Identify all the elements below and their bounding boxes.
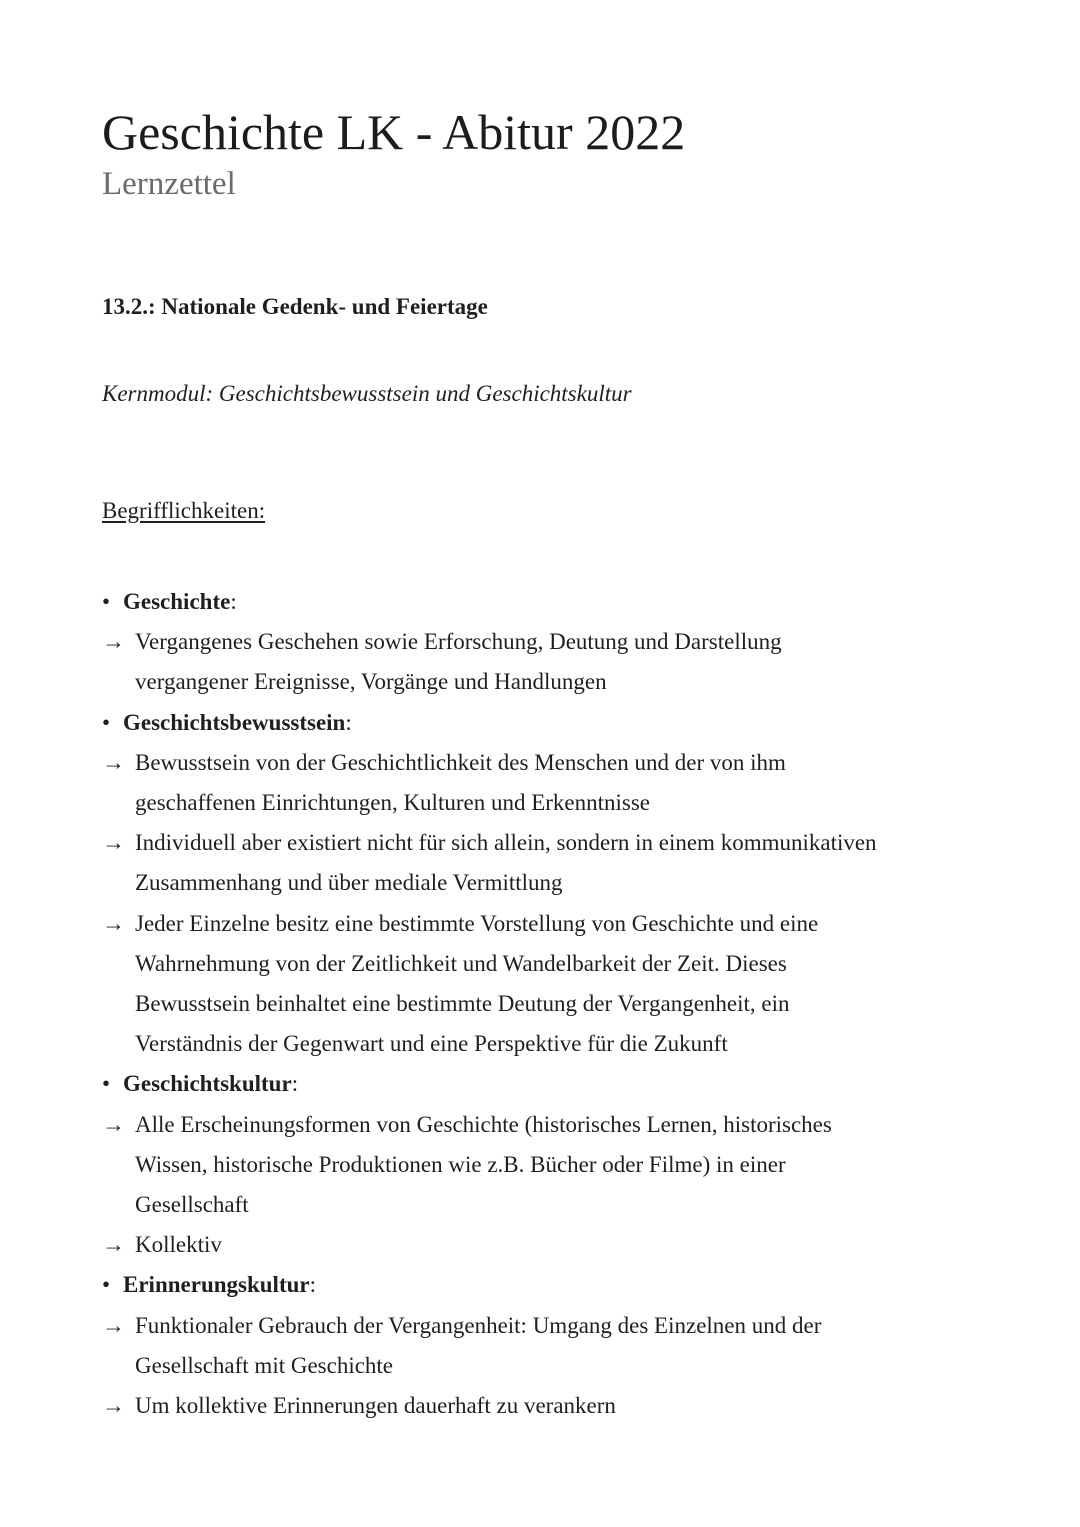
term-point-text: Funktionaler Gebrauch der Vergangenheit: Umgang des Einzelnen und der — [135, 1312, 822, 1338]
term-point-text: Wissen, historische Produktionen wie z.B. Bücher oder Filme) in einer — [135, 1151, 786, 1177]
terms-label: Begrifflichkeiten: — [102, 498, 266, 523]
term-colon: : — [291, 1071, 299, 1097]
term-point-continuation — [102, 944, 1002, 984]
document-title: Geschichte LK - Abitur 2022 — [102, 104, 686, 160]
term-point-continuation — [102, 863, 1002, 903]
term-point-text: Jeder Einzelne besitz eine bestimmte Vorstellung von Geschichte und eine — [135, 910, 819, 936]
term-point-text: Alle Erscheinungsformen von Geschichte (historisches Lernen, historisches — [135, 1111, 832, 1137]
bullet-icon: • — [102, 1272, 111, 1298]
term-point — [102, 1386, 1002, 1426]
term-point — [102, 904, 1002, 944]
term-name: Erinnerungskultur — [123, 1272, 310, 1298]
term-point-continuation — [102, 783, 1002, 823]
term-name: Geschichte — [123, 589, 231, 614]
term-point-continuation — [102, 1024, 1002, 1064]
section-heading: 13.2.: Nationale Gedenk- und Feiertage — [102, 294, 488, 319]
term-point-text: Um kollektive Erinnerungen dauerhaft zu verankern — [135, 1393, 616, 1419]
term-item — [102, 1064, 1002, 1104]
term-point — [102, 1225, 1002, 1265]
bullet-icon: • — [102, 709, 111, 735]
term-point-text: Zusammenhang und über mediale Vermittlung — [135, 870, 563, 896]
module-label: Kernmodul: Geschichtsbewusstsein und Geschichtskultur — [102, 381, 632, 406]
term-point-text: Kollektiv — [135, 1232, 222, 1258]
arrow-right-icon: → — [102, 749, 125, 775]
arrow-right-icon: → — [102, 1111, 125, 1137]
term-point-continuation — [102, 1145, 1002, 1185]
arrow-right-icon: → — [102, 830, 125, 856]
term-item — [102, 703, 1002, 743]
term-point — [102, 1306, 1002, 1346]
arrow-right-icon: → — [102, 1312, 125, 1338]
term-point-text: Bewusstsein von der Geschichtlichkeit des Menschen und der von ihm — [135, 749, 786, 775]
arrow-right-icon: → — [102, 910, 125, 936]
term-item — [102, 582, 1002, 622]
bullet-icon: • — [102, 1071, 111, 1097]
arrow-right-icon: → — [102, 1393, 125, 1419]
term-point-text: Gesellschaft — [135, 1192, 249, 1218]
term-point-continuation — [102, 1185, 1002, 1225]
term-point-text: Wahrnehmung von der Zeitlichkeit und Wandelbarkeit der Zeit. Dieses — [135, 950, 787, 976]
term-point — [102, 743, 1002, 783]
term-point-continuation — [102, 1346, 1002, 1386]
bullet-icon: • — [102, 589, 111, 614]
term-point — [102, 1105, 1002, 1145]
term-point-text: Individuell aber existiert nicht für sich allein, sondern in einem kommunikativen — [135, 830, 877, 856]
term-name: Geschichtskultur — [123, 1071, 292, 1097]
term-point-text: Bewusstsein beinhaltet eine bestimmte Deutung der Vergangenheit, ein — [135, 991, 790, 1017]
term-point-continuation — [102, 984, 1002, 1024]
arrow-right-icon: → — [102, 629, 125, 655]
document-subtitle: Lernzettel — [102, 166, 236, 202]
term-point-text: Gesellschaft mit Geschichte — [135, 1352, 394, 1378]
term-point-continuation — [102, 662, 1002, 702]
term-item — [102, 1265, 1002, 1305]
term-colon: : — [309, 1272, 316, 1298]
term-name: Geschichtsbewusstsein — [123, 709, 346, 735]
term-point — [102, 622, 1002, 662]
term-colon: : — [230, 589, 237, 614]
term-point — [102, 823, 1002, 863]
term-point-text: Vergangenes Geschehen sowie Erforschung, Deutung und Darstellung — [135, 629, 782, 655]
terms-list — [102, 582, 1002, 1426]
term-colon: : — [345, 709, 352, 735]
term-point-text: vergangener Ereignisse, Vorgänge und Handlungen — [135, 669, 607, 695]
term-point-text: geschaffenen Einrichtungen, Kulturen und Erkenntnisse — [135, 790, 651, 816]
arrow-right-icon: → — [102, 1232, 125, 1258]
term-point-text: Verständnis der Gegenwart und eine Perspektive für die Zukunft — [135, 1031, 728, 1057]
